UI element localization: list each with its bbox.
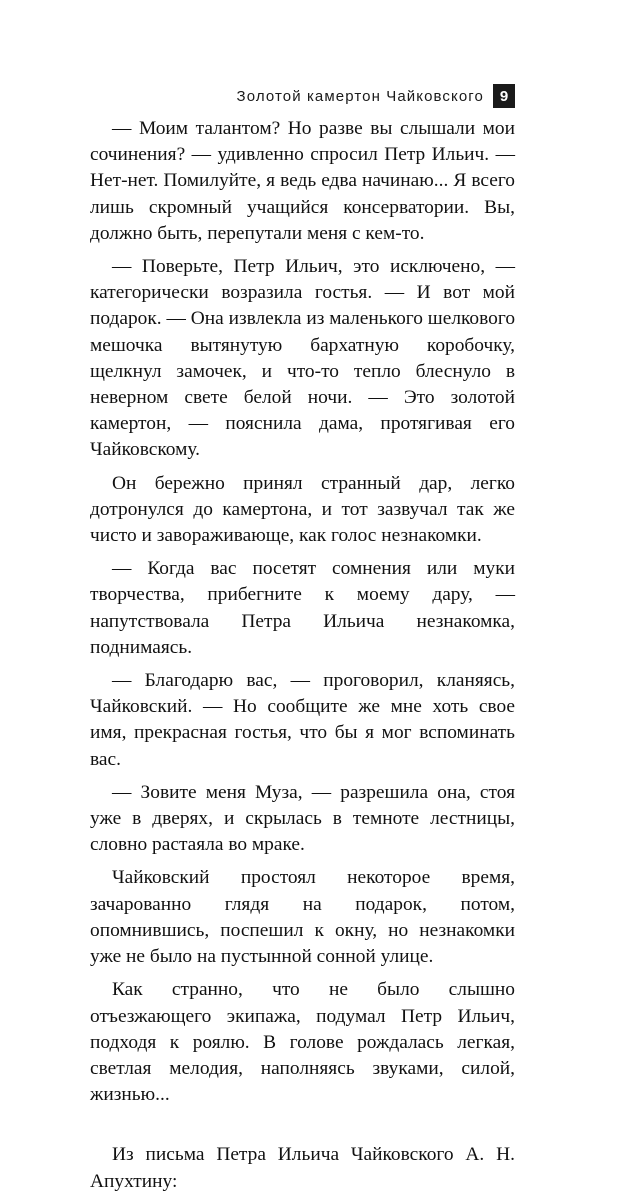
paragraph: — Когда вас посетят сомнения или муки творчества, прибегните к моему дару, — напутствовала Петра Ильича незнакомка, поднимаясь. <box>90 558 515 658</box>
paragraph: Как странно, что не было слышно отъезжающего экипажа, подумал Петр Ильич, подходя к роялю. В голове рождалась легкая, светлая мелодия, наполняясь звуками, силой, жизнью... <box>90 979 515 1106</box>
paragraph: — Моим талантом? Но разве вы слышали мои сочинения? — удивленно спросил Петр Ильич. — Нет-нет. Помилуйте, я ведь едва начинаю... Я всего лишь скромный учащийся консерватории. Вы, должно быть, перепутали меня с кем-то. <box>90 118 515 244</box>
paragraph: — Поверьте, Петр Ильич, это исключено, — категорически возразила гостья. — И вот мой подарок. — Она извлекла из маленького шелкового мешочка вытянутую бархатную коробочку, щелкнул замочек, и что-то тепло блеснуло в неверном свете белой ночи. — Это золотой камертон, — пояснила дама, протягивая его Чайковскому. <box>90 256 516 461</box>
running-header <box>237 84 515 108</box>
body-text <box>90 116 515 1195</box>
paragraph: — Благодарю вас, — проговорил, кланяясь, Чайковский. — Но сообщите же мне хоть свое имя, прекрасная гостья, что бы я мог вспоминать вас. <box>90 670 515 770</box>
paragraph: Чайковский простоял некоторое время, зачарованно глядя на подарок, потом, опомнившись, поспешил к окну, но незнакомки уже не было на пустынной сонной улице. <box>90 867 515 968</box>
paragraph: Он бережно принял странный дар, легко дотронулся до камертона, и тот зазвучал так же чисто и завораживающе, как голос незнакомки. <box>90 472 515 547</box>
page-number: 9 <box>493 84 515 108</box>
running-title: Золотой камертон Чайковского <box>236 87 484 105</box>
paragraph: — Зовите меня Муза, — разрешила она, стоя уже в дверях, и скрылась в темноте лестницы, словно растаяла во мраке. <box>90 781 515 856</box>
letter-heading-paragraph: Из письма Петра Ильича Чайковского А. Н. Апухтину: <box>90 1144 515 1192</box>
